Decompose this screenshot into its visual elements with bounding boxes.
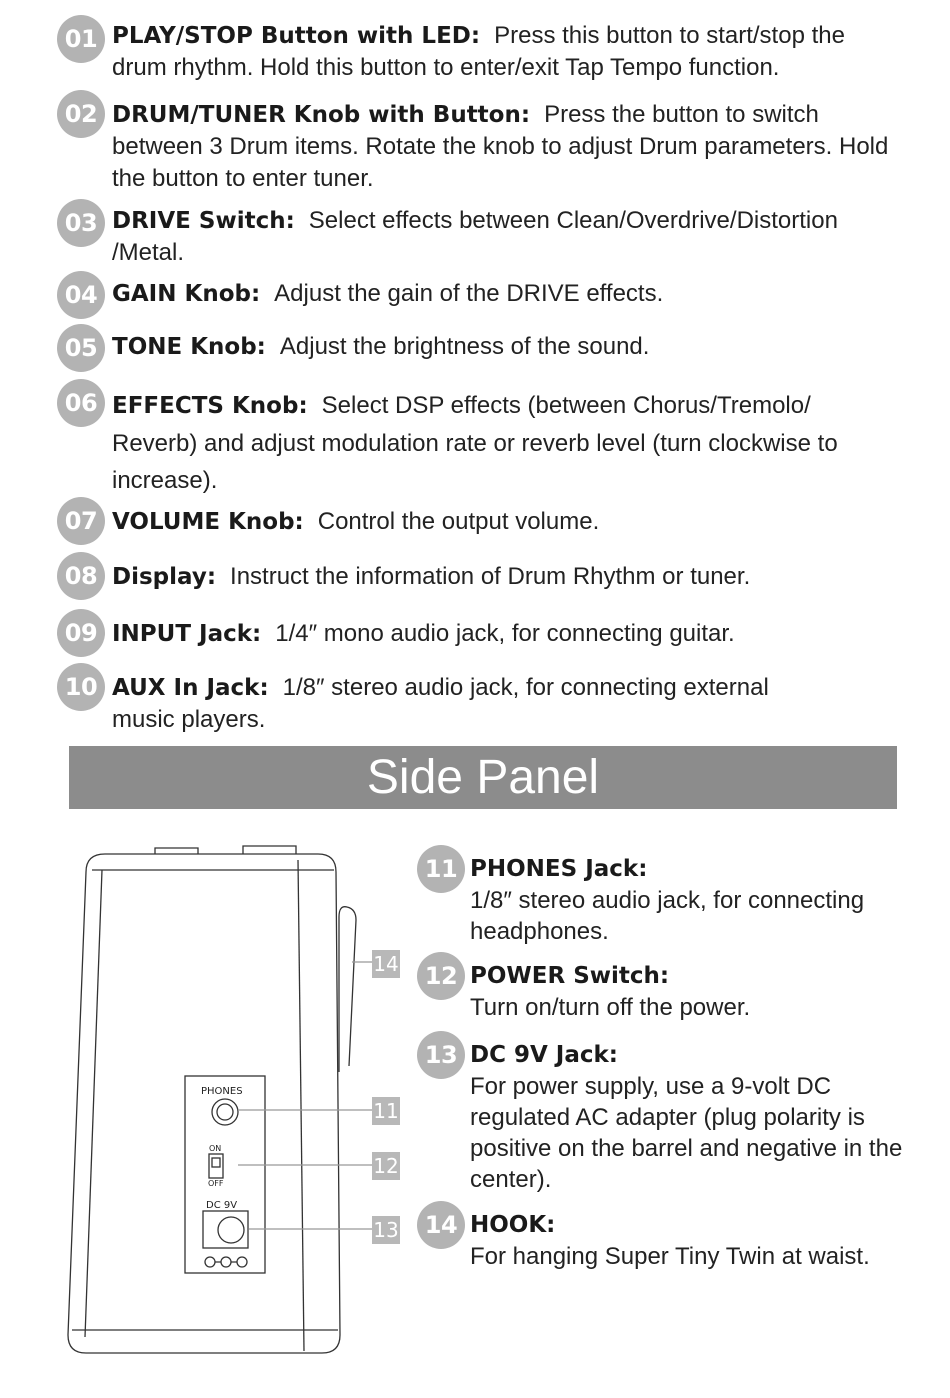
item-05 <box>112 331 902 363</box>
side-item-14 <box>470 1209 920 1272</box>
device-inner-line-left <box>85 870 102 1337</box>
item-10 <box>112 672 832 736</box>
side-item-desc: Turn on/turn off the power. <box>470 994 751 1021</box>
item-title: TONE Knob: <box>112 334 266 360</box>
side-item-11 <box>470 853 910 947</box>
item-desc: Select effects between Clean/Overdrive/Distortion /Metal. <box>112 207 838 266</box>
item-title: PLAY/STOP Button with LED: <box>112 23 481 49</box>
item-title: DRIVE Switch: <box>112 208 295 234</box>
off-label: OFF <box>208 1179 224 1188</box>
badge-14: 14 <box>417 1201 465 1249</box>
item-desc: Control the output volume. <box>317 508 600 535</box>
side-item-title: DC 9V Jack: <box>470 1042 618 1068</box>
item-title: DRUM/TUNER Knob with Button: <box>112 102 531 128</box>
item-07 <box>112 506 902 538</box>
item-desc: 1/4″ mono audio jack, for connecting guitar. <box>275 620 735 647</box>
item-desc: 1/8″ stereo audio jack, for connecting external music players. <box>112 674 769 733</box>
item-title: Display: <box>112 564 217 590</box>
side-item-desc: For hanging Super Tiny Twin at waist. <box>470 1243 870 1270</box>
item-08 <box>112 561 902 593</box>
item-title: AUX In Jack: <box>112 675 269 701</box>
badge-11: 11 <box>417 845 465 893</box>
callout-11: 11 <box>373 1099 399 1123</box>
badge-07: 07 <box>57 497 105 545</box>
section-title-banner: Side Panel <box>69 746 897 809</box>
side-item-desc: For power supply, use a 9-volt DC regulated AC adapter (plug polarity is positive on the barrel and negative in the center). <box>470 1073 903 1193</box>
badge-02: 02 <box>57 90 105 138</box>
badge-04: 04 <box>57 271 105 319</box>
power-switch-lever <box>212 1158 220 1167</box>
dc-jack-socket <box>218 1217 244 1243</box>
item-03 <box>112 205 902 269</box>
side-item-title: PHONES Jack: <box>470 856 648 882</box>
phones-jack-outer <box>212 1099 238 1125</box>
item-title: GAIN Knob: <box>112 281 261 307</box>
item-desc: Instruct the information of Drum Rhythm or tuner. <box>230 563 751 590</box>
side-item-title: HOOK: <box>470 1212 556 1238</box>
item-02 <box>112 99 902 195</box>
device-inner-line-right <box>298 860 304 1351</box>
side-item-13 <box>470 1039 910 1195</box>
item-title: INPUT Jack: <box>112 621 262 647</box>
phones-label: PHONES <box>201 1086 243 1097</box>
top-bump-left <box>155 848 198 854</box>
dc-label: DC 9V <box>206 1200 238 1211</box>
top-bump-right <box>243 846 296 854</box>
callout-13: 13 <box>373 1218 399 1242</box>
item-01 <box>112 20 902 84</box>
item-06 <box>112 387 902 499</box>
badge-10: 10 <box>57 663 105 711</box>
item-desc: Adjust the brightness of the sound. <box>279 333 650 360</box>
phones-jack-inner <box>217 1104 233 1120</box>
control-plate <box>185 1076 265 1273</box>
item-title: EFFECTS Knob: <box>112 393 308 419</box>
on-label: ON <box>209 1144 222 1153</box>
callout-14: 14 <box>373 952 399 976</box>
item-04 <box>112 278 902 310</box>
side-item-12 <box>470 960 910 1023</box>
callout-12: 12 <box>373 1154 399 1178</box>
side-item-desc: 1/8″ stereo audio jack, for connecting headphones. <box>470 887 865 945</box>
polarity-center <box>221 1257 231 1267</box>
badge-06: 06 <box>57 379 105 427</box>
badge-13: 13 <box>417 1031 465 1079</box>
badge-01: 01 <box>57 15 105 63</box>
item-desc: Press this button to start/stop the drum rhythm. Hold this button to enter/exit Tap Tempo function. <box>112 22 845 81</box>
badge-05: 05 <box>57 324 105 372</box>
item-09 <box>112 618 902 650</box>
badge-08: 08 <box>57 552 105 600</box>
item-title: VOLUME Knob: <box>112 509 304 535</box>
polarity-minus <box>237 1257 247 1267</box>
badge-03: 03 <box>57 199 105 247</box>
item-desc: Select DSP effects (between Chorus/Tremolo/ Reverb) and adjust modulation rate or reverb level (turn clockwise to increase). <box>112 392 838 494</box>
side-panel-diagram <box>0 830 420 1370</box>
item-desc: Adjust the gain of the DRIVE effects. <box>274 280 664 307</box>
hook <box>339 907 356 1072</box>
side-item-title: POWER Switch: <box>470 963 670 989</box>
badge-09: 09 <box>57 609 105 657</box>
badge-12: 12 <box>417 952 465 1000</box>
item-desc: Press the button to switch between 3 Drum items. Rotate the knob to adjust Drum parameters. Hold the button to enter tuner. <box>112 101 889 192</box>
polarity-plus <box>205 1257 215 1267</box>
